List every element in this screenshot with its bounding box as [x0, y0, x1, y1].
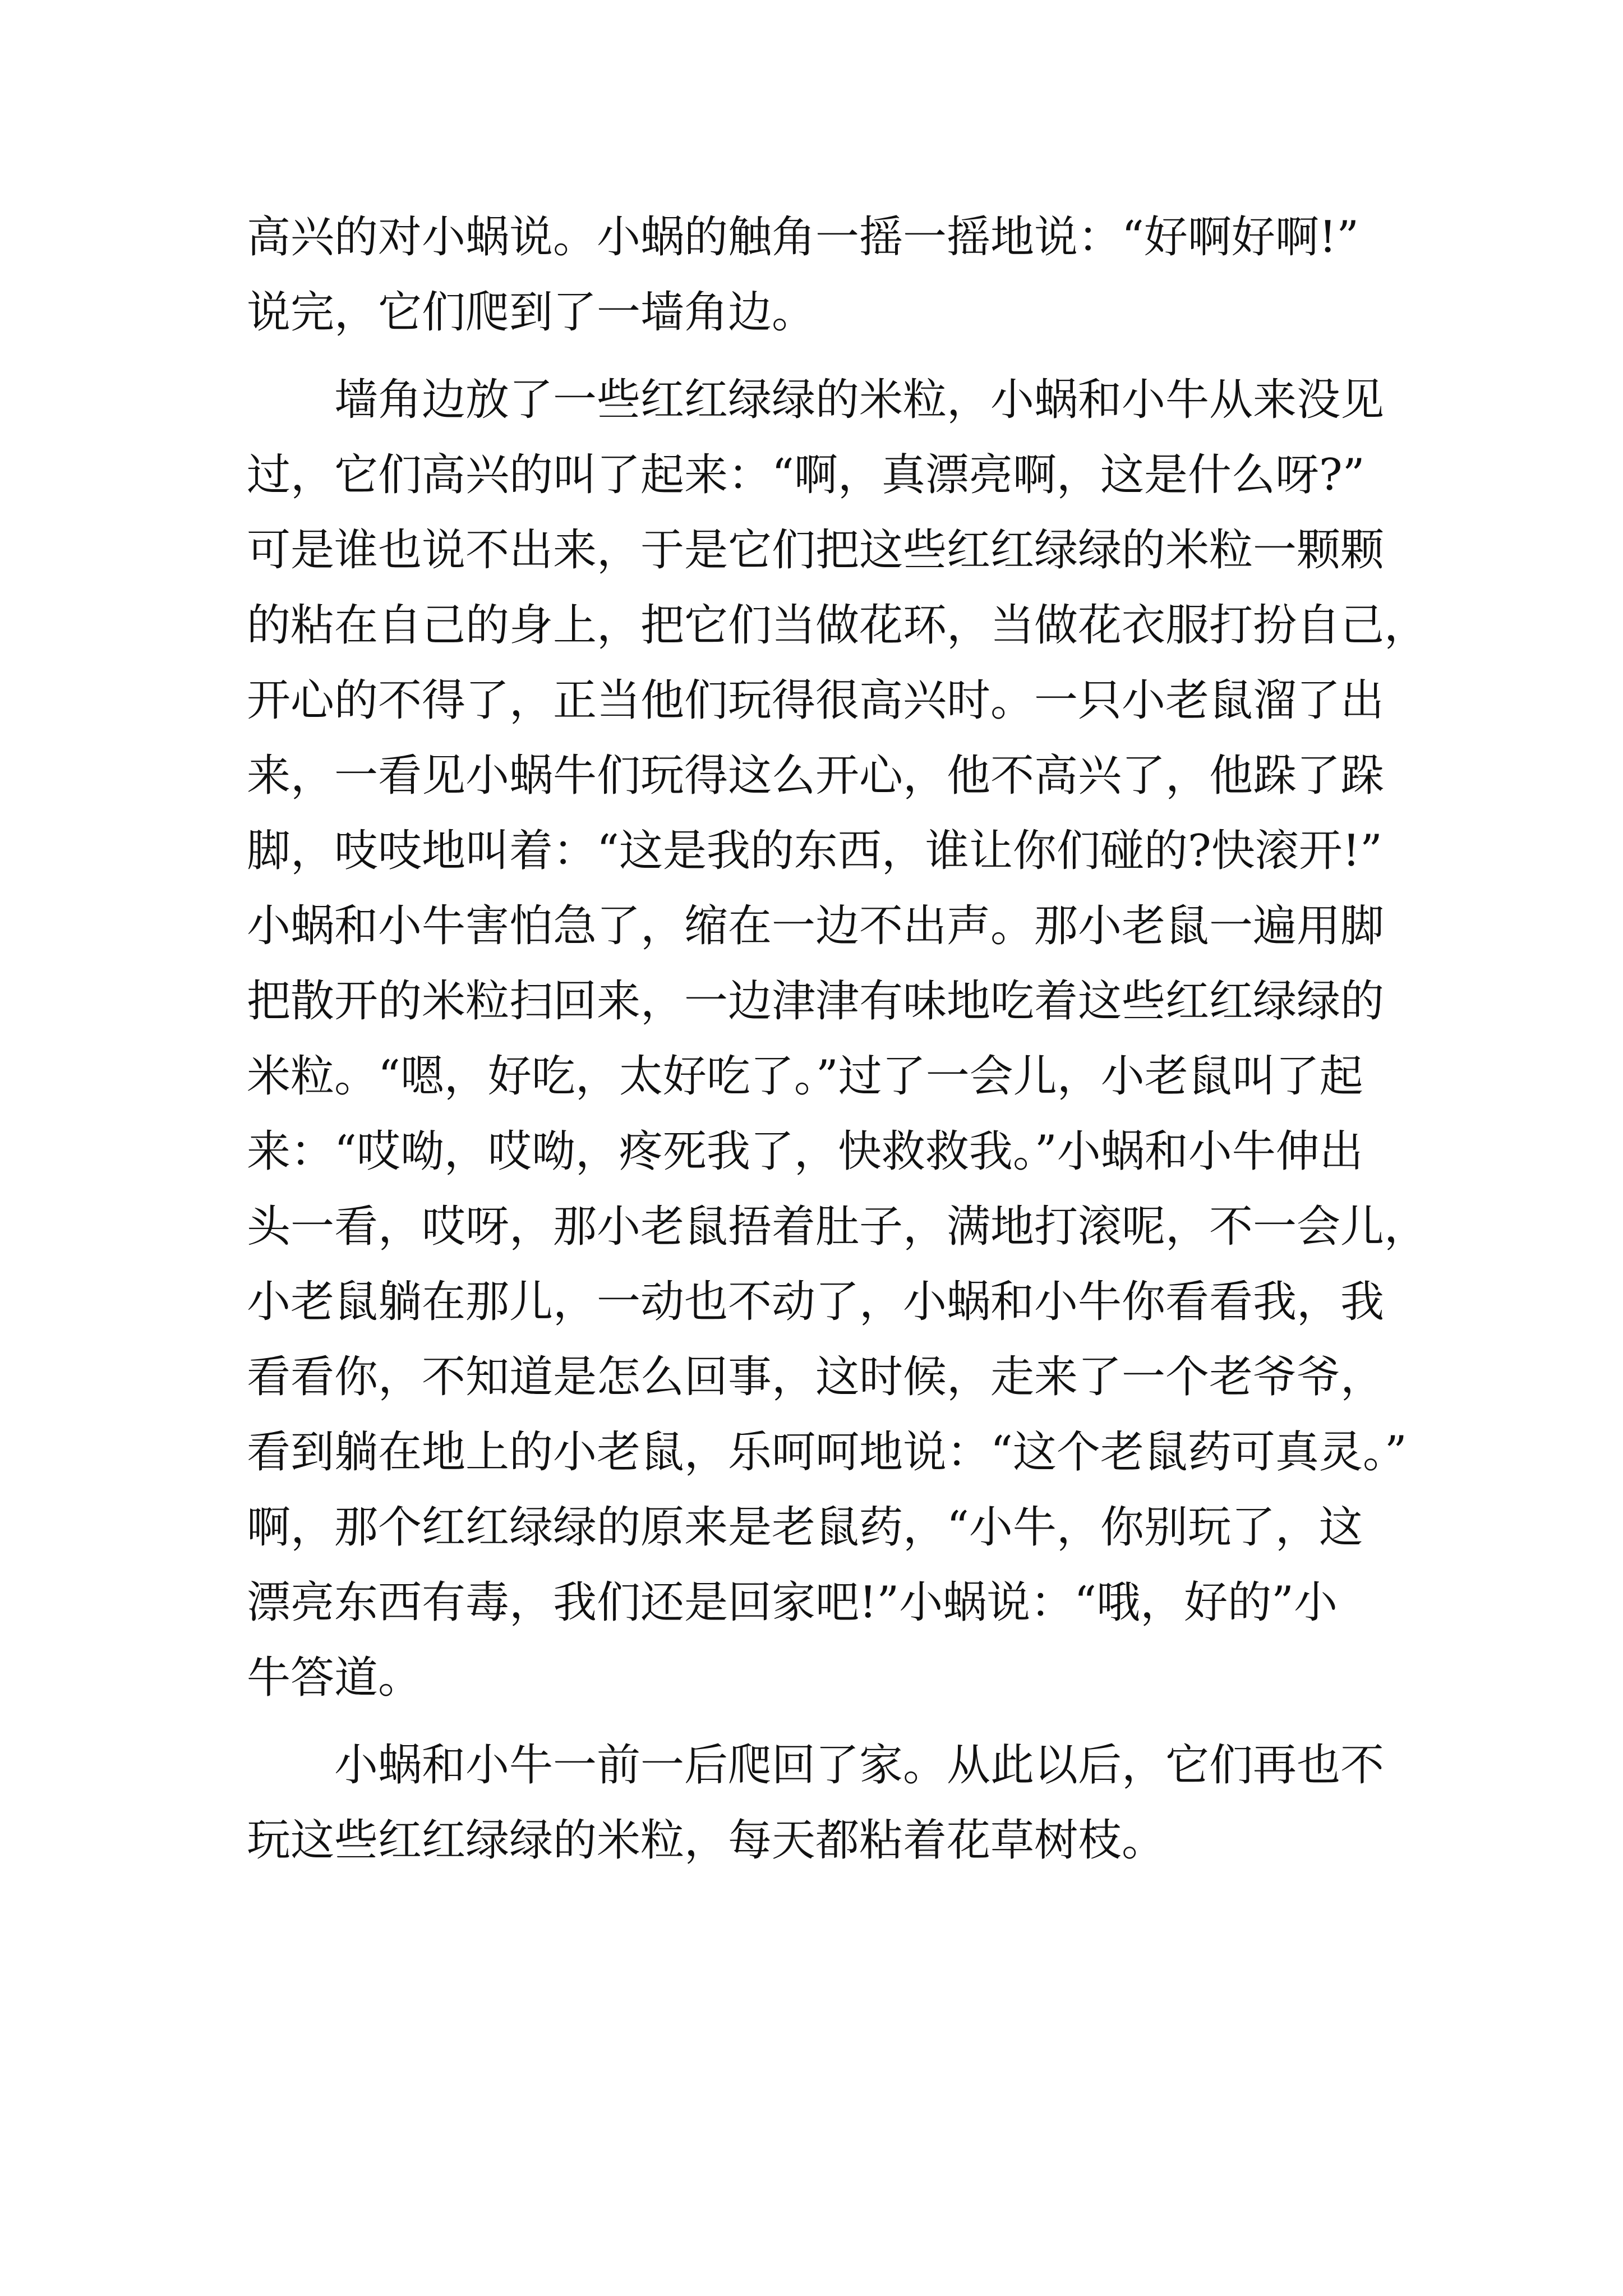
- story-text: [247, 200, 1436, 1878]
- text-line: 漂亮东西有毒，我们还是回家吧!”小蜗说：“哦，好的”小: [247, 1577, 1338, 1628]
- text-line: 小老鼠躺在那儿，一动也不动了，小蜗和小牛你看看我，我: [247, 1277, 1385, 1327]
- text-line: 可是谁也说不出来，于是它们把这些红红绿绿的米粒一颗颗: [247, 525, 1385, 576]
- text-line: 小蜗和小牛一前一后爬回了家。从此以后，它们再也不: [334, 1740, 1385, 1791]
- paragraph-3: [247, 1728, 1436, 1878]
- text-line: 脚，吱吱地叫着：“这是我的东西，谁让你们碰的?快滚开!”: [247, 826, 1382, 876]
- text-line: 来，一看见小蜗牛们玩得这么开心，他不高兴了，他跺了跺: [247, 751, 1385, 801]
- text-line: 过，它们高兴的叫了起来：“啊，真漂亮啊，这是什么呀?”: [247, 450, 1365, 500]
- text-line: 的粘在自己的身上，把它们当做花环，当做花衣服打扮自己，: [247, 600, 1428, 651]
- text-line: 米粒。“嗯，好吃，太好吃了。”过了一会儿，小老鼠叫了起: [247, 1051, 1363, 1102]
- text-line: 玩这些红红绿绿的米粒，每天都粘着花草树枝。: [247, 1815, 1166, 1866]
- text-line: 把散开的米粒扫回来，一边津津有味地吃着这些红红绿绿的: [247, 976, 1385, 1027]
- text-line: 开心的不得了，正当他们玩得很高兴时。一只小老鼠溜了出: [247, 675, 1385, 726]
- text-line: 头一看，哎呀，那小老鼠捂着肚子，满地打滚呢，不一会儿，: [247, 1202, 1428, 1252]
- text-line: 看看你，不知道是怎么回事，这时候，走来了一个老爷爷，: [247, 1352, 1385, 1402]
- text-line: 高兴的对小蜗说。小蜗的触角一摇一摇地说：“好啊好啊!”: [247, 212, 1359, 263]
- text-line: 小蜗和小牛害怕急了，缩在一边不出声。那小老鼠一遍用脚: [247, 901, 1385, 951]
- text-line: 墙角边放了一些红红绿绿的米粒，小蜗和小牛从来没见: [334, 375, 1385, 425]
- text-line: 看到躺在地上的小老鼠，乐呵呵地说：“这个老鼠药可真灵。”: [247, 1427, 1407, 1478]
- text-line: 来：“哎呦，哎呦，疼死我了，快救救我。”小蜗和小牛伸出: [247, 1126, 1363, 1177]
- paragraph-1: [247, 200, 1436, 350]
- text-line: 牛答道。: [247, 1653, 422, 1703]
- text-line: 说完，它们爬到了一墙角边。: [247, 287, 816, 338]
- text-line: 啊，那个红红绿绿的原来是老鼠药，“小牛，你别玩了，这: [247, 1502, 1363, 1553]
- paragraph-2: [247, 362, 1436, 1715]
